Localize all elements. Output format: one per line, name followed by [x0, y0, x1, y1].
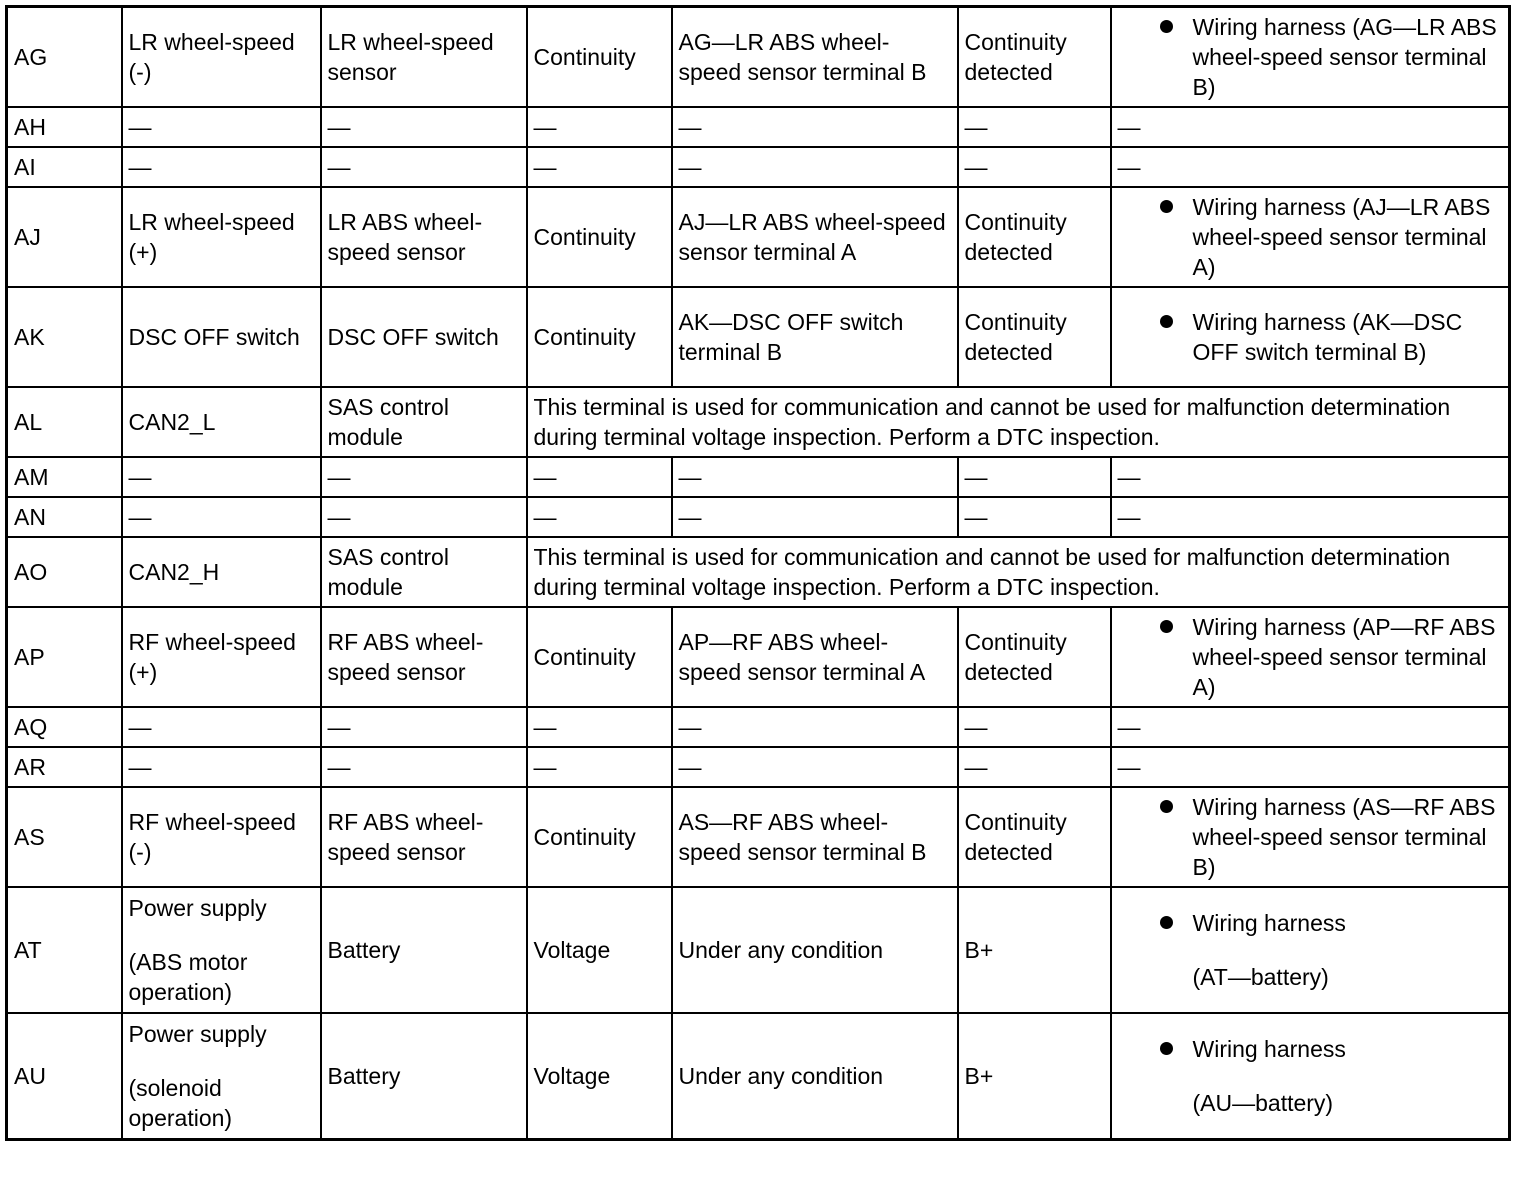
dash-cell: — — [321, 497, 527, 537]
dash-cell: — — [321, 457, 527, 497]
dash-cell: — — [1111, 707, 1510, 747]
signal-cell: LR wheel-speed (+) — [122, 187, 321, 287]
table-row — [7, 287, 1510, 387]
table-row — [7, 7, 1510, 108]
dash-cell: — — [527, 707, 672, 747]
dash-cell: — — [958, 107, 1111, 147]
dash-cell: — — [321, 147, 527, 187]
connected-to-cell: Battery — [321, 1013, 527, 1140]
standard-cell: Continuity detected — [958, 7, 1111, 108]
measurement-cell: Continuity — [527, 787, 672, 887]
dash-cell: — — [122, 147, 321, 187]
dash-cell: — — [321, 747, 527, 787]
standard-cell: Continuity detected — [958, 287, 1111, 387]
dash-cell: — — [672, 107, 958, 147]
dash-cell: — — [672, 147, 958, 187]
inspection-cell — [1111, 887, 1510, 1013]
table-row — [7, 747, 1510, 787]
terminal-cell: AG — [7, 7, 122, 108]
terminal-cell: AH — [7, 107, 122, 147]
measurement-cell: Continuity — [527, 187, 672, 287]
table-row — [7, 707, 1510, 747]
dash-cell: — — [321, 707, 527, 747]
connected-to-cell: DSC OFF switch — [321, 287, 527, 387]
bullet-icon — [1160, 800, 1173, 813]
table-row — [7, 387, 1510, 457]
condition-cell: Under any condition — [672, 1013, 958, 1140]
terminal-cell: AN — [7, 497, 122, 537]
measurement-cell: Continuity — [527, 607, 672, 707]
signal-line-2: (solenoid operation) — [128, 1075, 233, 1131]
bullet-icon — [1160, 200, 1173, 213]
inspection-cell — [1111, 1013, 1510, 1140]
condition-cell: AP—RF ABS wheel-speed sensor terminal A — [672, 607, 958, 707]
table-row — [7, 887, 1510, 1013]
inspection-text: Wiring harness (AS—RF ABS wheel-speed sensor terminal B) — [1192, 794, 1496, 880]
dash-cell: — — [672, 747, 958, 787]
terminal-cell: AS — [7, 787, 122, 887]
table-row — [7, 787, 1510, 887]
terminal-cell: AU — [7, 1013, 122, 1140]
bullet-icon — [1160, 916, 1173, 929]
measurement-cell: Voltage — [527, 887, 672, 1013]
measurement-cell: Continuity — [527, 7, 672, 108]
table-row — [7, 1013, 1510, 1140]
terminal-cell: AP — [7, 607, 122, 707]
bullet-icon — [1160, 1042, 1173, 1055]
connected-to-cell: RF ABS wheel-speed sensor — [321, 607, 527, 707]
inspection-cell — [1111, 607, 1510, 707]
dash-cell: — — [958, 497, 1111, 537]
connected-to-cell: Battery — [321, 887, 527, 1013]
communication-note-cell: This terminal is used for communication and cannot be used for malfunction determination during terminal voltage inspection. Perform a DTC inspection. — [527, 387, 1510, 457]
measurement-cell: Voltage — [527, 1013, 672, 1140]
inspection-cell — [1111, 7, 1510, 108]
dash-cell: — — [527, 497, 672, 537]
terminal-cell: AQ — [7, 707, 122, 747]
standard-cell: Continuity detected — [958, 787, 1111, 887]
dash-cell: — — [1111, 107, 1510, 147]
dash-cell: — — [122, 707, 321, 747]
table-row — [7, 107, 1510, 147]
table-row — [7, 537, 1510, 607]
signal-cell: LR wheel-speed (-) — [122, 7, 321, 108]
terminal-cell: AK — [7, 287, 122, 387]
inspection-text: Wiring harness (AG—LR ABS wheel-speed sensor terminal B) — [1192, 14, 1497, 100]
dash-cell: — — [1111, 147, 1510, 187]
signal-cell: CAN2_H — [122, 537, 321, 607]
dash-cell: — — [527, 107, 672, 147]
bullet-icon — [1160, 315, 1173, 328]
dash-cell: — — [122, 497, 321, 537]
signal-line-2: (ABS motor operation) — [128, 949, 248, 1005]
connected-to-cell: SAS control module — [321, 387, 527, 457]
table-row — [7, 147, 1510, 187]
signal-cell: CAN2_L — [122, 387, 321, 457]
inspection-line-1: Wiring harness — [1192, 910, 1346, 936]
signal-cell — [122, 887, 321, 1013]
terminal-inspection-table — [5, 5, 1511, 1141]
connected-to-cell: RF ABS wheel-speed sensor — [321, 787, 527, 887]
standard-cell: Continuity detected — [958, 187, 1111, 287]
table-row — [7, 457, 1510, 497]
table-row — [7, 187, 1510, 287]
dash-cell: — — [672, 707, 958, 747]
connected-to-cell: LR ABS wheel-speed sensor — [321, 187, 527, 287]
condition-cell: AG—LR ABS wheel-speed sensor terminal B — [672, 7, 958, 108]
dash-cell: — — [527, 457, 672, 497]
signal-line-1: Power supply — [128, 1021, 267, 1047]
connected-to-cell: LR wheel-speed sensor — [321, 7, 527, 108]
inspection-text: Wiring harness (AP—RF ABS wheel-speed sensor terminal A) — [1192, 614, 1496, 700]
dash-cell: — — [527, 147, 672, 187]
inspection-text: Wiring harness (AK—DSC OFF switch terminal B) — [1192, 309, 1463, 365]
dash-cell: — — [958, 457, 1111, 497]
condition-cell: AS—RF ABS wheel-speed sensor terminal B — [672, 787, 958, 887]
dash-cell: — — [958, 747, 1111, 787]
dash-cell: — — [1111, 457, 1510, 497]
signal-cell: RF wheel-speed (-) — [122, 787, 321, 887]
dash-cell: — — [122, 457, 321, 497]
dash-cell: — — [672, 457, 958, 497]
terminal-cell: AI — [7, 147, 122, 187]
standard-cell: Continuity detected — [958, 607, 1111, 707]
terminal-cell: AO — [7, 537, 122, 607]
dash-cell: — — [958, 147, 1111, 187]
dash-cell: — — [958, 707, 1111, 747]
table-row — [7, 497, 1510, 537]
communication-note-cell: This terminal is used for communication and cannot be used for malfunction determination during terminal voltage inspection. Perform a DTC inspection. — [527, 537, 1510, 607]
measurement-cell: Continuity — [527, 287, 672, 387]
inspection-cell — [1111, 787, 1510, 887]
dash-cell: — — [1111, 497, 1510, 537]
dash-cell: — — [1111, 747, 1510, 787]
connected-to-cell: SAS control module — [321, 537, 527, 607]
inspection-line-2: (AT—battery) — [1192, 964, 1329, 990]
condition-cell: AJ—LR ABS wheel-speed sensor terminal A — [672, 187, 958, 287]
signal-cell: DSC OFF switch — [122, 287, 321, 387]
terminal-cell: AT — [7, 887, 122, 1013]
terminal-cell: AM — [7, 457, 122, 497]
terminal-cell: AJ — [7, 187, 122, 287]
inspection-text: Wiring harness (AJ—LR ABS wheel-speed sensor terminal A) — [1192, 194, 1491, 280]
standard-cell: B+ — [958, 1013, 1111, 1140]
dash-cell: — — [527, 747, 672, 787]
dash-cell: — — [122, 107, 321, 147]
terminal-cell: AR — [7, 747, 122, 787]
dash-cell: — — [122, 747, 321, 787]
bullet-icon — [1160, 620, 1173, 633]
signal-cell — [122, 1013, 321, 1140]
signal-cell: RF wheel-speed (+) — [122, 607, 321, 707]
table-row — [7, 607, 1510, 707]
signal-line-1: Power supply — [128, 895, 267, 921]
inspection-cell — [1111, 287, 1510, 387]
inspection-line-2: (AU—battery) — [1192, 1090, 1334, 1116]
dash-cell: — — [321, 107, 527, 147]
inspection-cell — [1111, 187, 1510, 287]
inspection-line-1: Wiring harness — [1192, 1036, 1346, 1062]
bullet-icon — [1160, 20, 1173, 33]
condition-cell: AK—DSC OFF switch terminal B — [672, 287, 958, 387]
standard-cell: B+ — [958, 887, 1111, 1013]
dash-cell: — — [672, 497, 958, 537]
terminal-cell: AL — [7, 387, 122, 457]
condition-cell: Under any condition — [672, 887, 958, 1013]
